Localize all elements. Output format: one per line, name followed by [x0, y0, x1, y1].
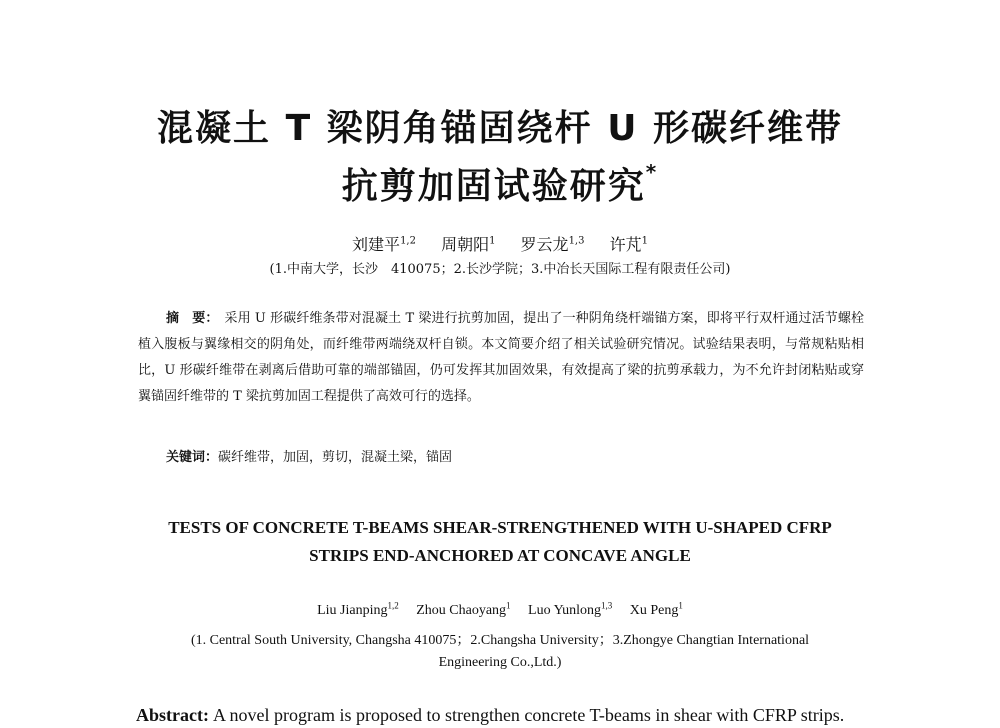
author-cn: 刘建平$^{1,2}$ [352, 235, 416, 254]
abstract-cn-label: 摘 要： [166, 311, 219, 326]
author-en: Zhou Chaoyang$^1$ [416, 600, 511, 618]
abstract-en [136, 705, 876, 728]
abstract-en-text: A novel program is proposed to strengthen concrete T-beams in shear with CFRP strips. [212, 705, 845, 725]
keywords-cn-label: 关键词： [166, 450, 219, 465]
abstract-cn-text: 采用 U 形碳纤维条带对混凝土 T 梁进行抗剪加固，提出了一种阴角绕杆端锚方案，即将平行双杆通过活节螺栓植入腹板与翼缘相交的阴角处，而纤维带两端绕双杆自锁。本文简要介绍了相关试验研究情况。试验结果表明，与常规粘贴相比，U 形碳纤维带在剥离后借助可靠的端部锚固，仍可发挥其加固效果，有效提高了梁的抗剪承载力，为不允许封闭粘贴或穿翼锚固纤维带的 T 梁抗剪加固工程提供了高效可行的选择。 [138, 311, 864, 404]
title-cn-line1: 混凝土 T 梁阴角锚固绕杆 U 形碳纤维带 [157, 108, 843, 149]
title-footnote-mark: * [645, 160, 659, 184]
title-cn-line2-text: 抗剪加固试验研究 [341, 166, 646, 207]
authors-cn [0, 232, 1000, 255]
affiliations-en-line1: (1. Central South University, Changsha 410075；2.Changsha University；3.Zhongye Changtian International [190, 633, 810, 648]
authors-en [0, 600, 1000, 619]
abstract-en-label: Abstract: [136, 705, 209, 725]
author-cn: 罗云龙$^{1,3}$ [520, 235, 585, 254]
title-cn-line2 [0, 158, 1000, 209]
keywords-cn-text: 碳纤维带，加固，剪切，混凝土梁，锚固 [218, 450, 453, 465]
abstract-cn [138, 306, 864, 410]
author-en: Luo Yunlong$^{1,3}$ [528, 600, 613, 618]
author-cn: 周朝阳$^1$ [441, 235, 496, 254]
affiliations-en-line2: Engineering Co.,Ltd.) [438, 655, 562, 670]
keywords-cn [166, 446, 452, 465]
affiliations-cn: (1.中南大学，长沙 410075；2.长沙学院；3.中冶长天国际工程有限责任公司) [269, 262, 731, 277]
author-en: Liu Jianping$^{1,2}$ [317, 600, 399, 618]
author-cn: 许芃$^1$ [609, 235, 648, 254]
title-en-line2: STRIPS END-ANCHORED AT CONCAVE ANGLE [309, 546, 691, 565]
author-en: Xu Peng$^1$ [629, 600, 683, 618]
title-en-line1: TESTS OF CONCRETE T-BEAMS SHEAR-STRENGTHENED WITH U-SHAPED CFRP [168, 518, 832, 537]
